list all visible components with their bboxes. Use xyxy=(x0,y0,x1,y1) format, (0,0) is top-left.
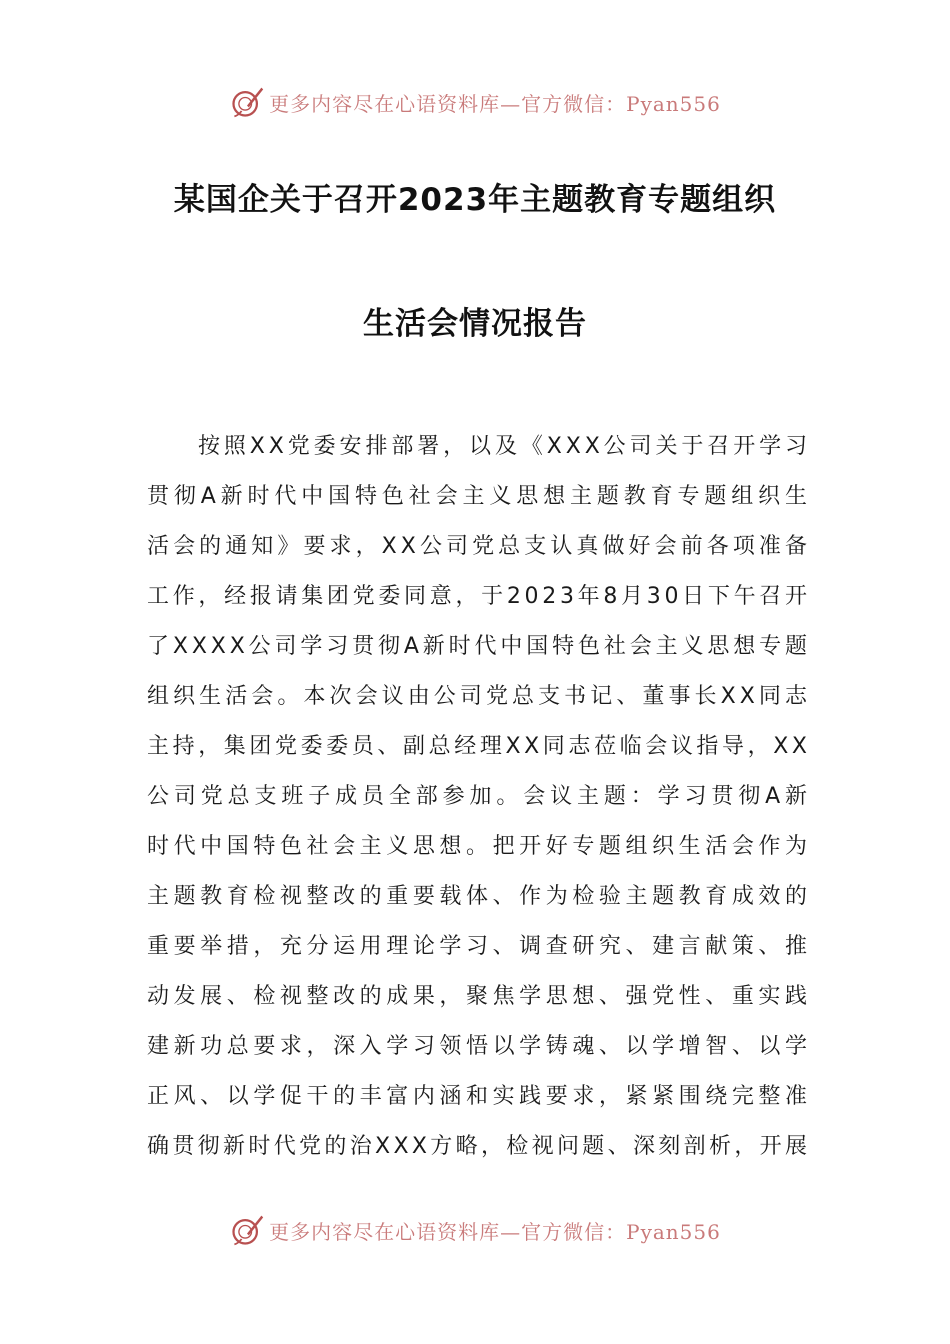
watermark-text: 更多内容尽在心语资料库—官方微信：Pyan556 xyxy=(269,1219,721,1244)
body-line: 了XXXX公司学习贯彻A新时代中国特色社会主义思想专题 xyxy=(147,634,811,659)
body-line: 动发展、检视整改的成果，聚焦学思想、强党性、重实践 xyxy=(147,984,812,1009)
header-watermark xyxy=(0,82,950,122)
body-line: 按照XX党委安排部署，以及《XXX公司关于召开学习 xyxy=(198,434,811,459)
body-line: 建新功总要求，深入学习领悟以学铸魂、以学增智、以学 xyxy=(147,1034,812,1059)
body-line: 工作，经报请集团党委同意，于2023年8月30日下午召开 xyxy=(147,584,811,609)
footer-watermark xyxy=(0,1210,950,1250)
pen-circle-logo-icon xyxy=(229,84,265,120)
body-line: 活会的通知》要求，XX公司党总支认真做好会前各项准备 xyxy=(147,534,812,559)
body-line: 贯彻A新时代中国特色社会主义思想主题教育专题组织生 xyxy=(147,484,812,509)
document-body xyxy=(147,427,812,1177)
document-title-line-1: 某国企关于召开2023年主题教育专题组织 xyxy=(173,182,777,218)
body-line: 公司党总支班子成员全部参加。会议主题：学习贯彻A新 xyxy=(147,784,812,809)
document-title-line-2: 生活会情况报告 xyxy=(363,306,587,342)
body-line: 时代中国特色社会主义思想。把开好专题组织生活会作为 xyxy=(147,834,812,859)
body-line: 重要举措，充分运用理论学习、调查研究、建言献策、推 xyxy=(147,934,812,959)
body-line: 主持，集团党委委员、副总经理XX同志莅临会议指导，XX xyxy=(147,734,811,759)
body-line: 确贯彻新时代党的治XXX方略，检视问题、深刻剖析，开展 xyxy=(147,1134,811,1159)
body-line: 主题教育检视整改的重要载体、作为检验主题教育成效的 xyxy=(147,884,812,909)
watermark-text: 更多内容尽在心语资料库—官方微信：Pyan556 xyxy=(269,91,721,116)
body-line: 正风、以学促干的丰富内涵和实践要求，紧紧围绕完整准 xyxy=(147,1084,812,1109)
body-line: 组织生活会。本次会议由公司党总支书记、董事长XX同志 xyxy=(147,684,812,709)
pen-circle-logo-icon xyxy=(229,1212,265,1248)
